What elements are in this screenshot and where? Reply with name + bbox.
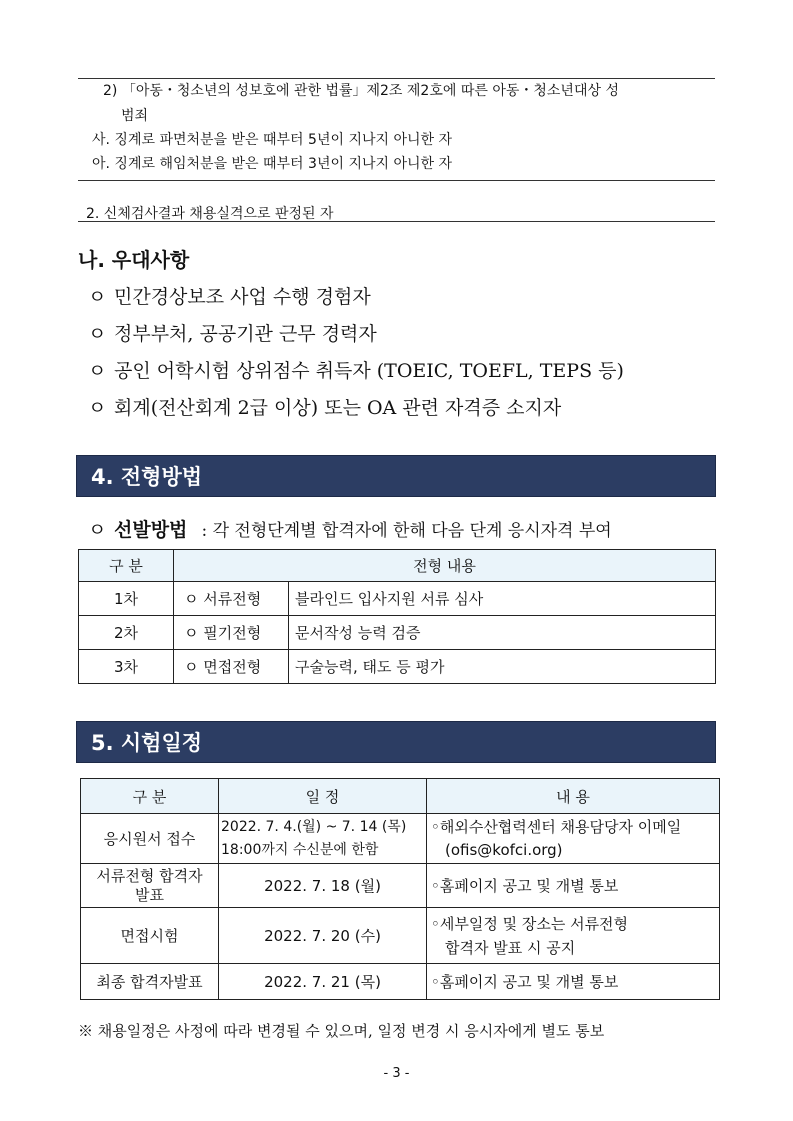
desc-cell: 블라인드 입사지원 서류 심사 xyxy=(289,582,716,616)
bullet-icon: ㅇ xyxy=(88,397,107,419)
header-cell: 일 정 xyxy=(219,779,427,814)
content-cell: ◦홈페이지 공고 및 개별 통보 xyxy=(427,864,720,908)
preference-item: ㅇ 정부부처, 공공기관 근무 경력자 xyxy=(88,319,377,346)
bullet-icon: ㅇ xyxy=(88,360,107,382)
schedule-note: ※ 채용일정은 사정에 따라 변경될 수 있으며, 일정 변경 시 응시자에게 별도 통보 xyxy=(78,1022,605,1040)
category-cell: 응시원서 접수 xyxy=(81,814,219,864)
date-cell: 2022. 7. 18 (월) xyxy=(219,864,427,908)
stage-cell: 3차 xyxy=(79,650,174,684)
stage-cell: 1차 xyxy=(79,582,174,616)
preference-item: ㅇ 회계(전산회계 2급 이상) 또는 OA 관련 자격증 소지자 xyxy=(88,393,561,420)
date-cell: 2022. 7. 20 (수) xyxy=(219,908,427,964)
table-row xyxy=(81,864,720,908)
content-cell: ◦홈페이지 공고 및 개별 통보 xyxy=(427,964,720,1000)
type-cell: ㅇ 필기전형 xyxy=(174,616,289,650)
preference-heading: 나. 우대사항 xyxy=(78,248,190,272)
category-cell: 서류전형 합격자 발표 xyxy=(81,864,219,908)
header-cell: 구 분 xyxy=(81,779,219,814)
date-cell: 2022. 7. 4.(월) ~ 7. 14 (목) 18:00까지 수신분에 한함 xyxy=(219,814,427,864)
selection-table xyxy=(78,549,716,684)
table-header xyxy=(81,779,720,814)
table-row xyxy=(81,908,720,964)
bullet-icon: ㅇ xyxy=(88,286,107,308)
top-rule xyxy=(78,78,715,79)
desc-cell: 구술능력, 태도 등 평가 xyxy=(289,650,716,684)
bullet-icon: ㅇ xyxy=(88,519,107,541)
content-cell: ◦해외수산협력센터 채용담당자 이메일 (ofis@kofci.org) xyxy=(427,814,720,864)
table-row xyxy=(81,964,720,1000)
table-row xyxy=(81,814,720,864)
law-item-2-line2: 범죄 xyxy=(121,108,149,124)
section-5-banner: 5. 시험일정 xyxy=(76,721,716,763)
rule-1 xyxy=(78,180,715,181)
law-item-2-line1: 2) 「아동・청소년의 성보호에 관한 법률」제2조 제2호에 따른 아동・청소년대상 성 xyxy=(103,83,619,99)
stage-cell: 2차 xyxy=(79,616,174,650)
section-4-banner: 4. 전형방법 xyxy=(76,455,716,497)
rule-2 xyxy=(78,221,715,222)
category-cell: 면접시험 xyxy=(81,908,219,964)
method-label: 선발방법 xyxy=(114,519,188,541)
method-text: : 각 전형단계별 합격자에 한해 다음 단계 응시자격 부여 xyxy=(201,521,612,541)
table-row xyxy=(79,582,716,616)
disqualify-sa: 사. 징계로 파면처분을 받은 때부터 5년이 지나지 아니한 자 xyxy=(92,132,453,148)
table-row xyxy=(79,650,716,684)
type-cell: ㅇ 면접전형 xyxy=(174,650,289,684)
content-cell: ◦세부일정 및 장소는 서류전형 합격자 발표 시 공지 xyxy=(427,908,720,964)
disqualify-item-2: 2. 신체검사결과 채용실격으로 판정된 자 xyxy=(86,206,334,222)
type-cell: ㅇ 서류전형 xyxy=(174,582,289,616)
table-header xyxy=(79,550,716,582)
disqualify-a: 아. 징계로 해임처분을 받은 때부터 3년이 지나지 아니한 자 xyxy=(92,156,453,172)
schedule-table xyxy=(80,778,720,1000)
category-cell: 최종 합격자발표 xyxy=(81,964,219,1000)
table-row xyxy=(79,616,716,650)
header-cell: 전형 내용 xyxy=(174,550,716,582)
header-cell: 구 분 xyxy=(79,550,174,582)
selection-method xyxy=(88,515,612,542)
header-cell: 내 용 xyxy=(427,779,720,814)
desc-cell: 문서작성 능력 검증 xyxy=(289,616,716,650)
bullet-icon: ㅇ xyxy=(88,323,107,345)
preference-item: ㅇ 공인 어학시험 상위점수 취득자 (TOEIC, TOEFL, TEPS 등) xyxy=(88,356,624,383)
date-cell: 2022. 7. 21 (목) xyxy=(219,964,427,1000)
page-number: - 3 - xyxy=(383,1066,410,1081)
preference-item: ㅇ 민간경상보조 사업 수행 경험자 xyxy=(88,282,371,309)
